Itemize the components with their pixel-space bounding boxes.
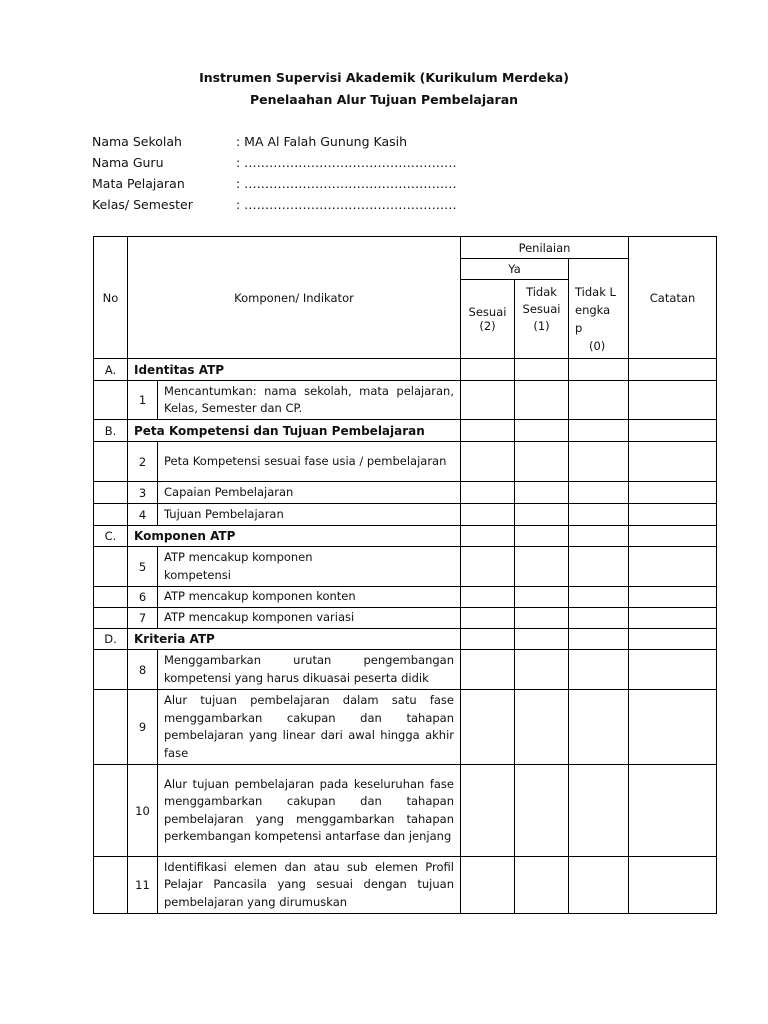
info-label: Mata Pelajaran: [92, 176, 185, 191]
indicator-text: Peta Kompetensi sesuai fase usia / pembelajaran: [158, 442, 461, 482]
cell-tidak-lengkap[interactable]: [569, 420, 629, 442]
cell-tidak-lengkap[interactable]: [569, 547, 629, 587]
info-label: Nama Sekolah: [92, 134, 182, 149]
cell-catatan[interactable]: [629, 608, 717, 629]
row-number: 11: [128, 857, 158, 914]
header-tidak-lengkap-score: (0): [589, 339, 606, 353]
cell-tidak-lengkap[interactable]: [569, 857, 629, 914]
cell-catatan[interactable]: [629, 381, 717, 420]
blank-cell: [94, 587, 128, 608]
table-row: [94, 482, 717, 504]
cell-sesuai[interactable]: [461, 765, 515, 857]
table-row: [94, 442, 717, 482]
indicator-text: ATP mencakup komponen kompetensi: [158, 547, 461, 587]
cell-tidak-sesuai[interactable]: [515, 629, 569, 650]
info-value: : ……………………………………………: [236, 176, 457, 191]
cell-tidak-lengkap[interactable]: [569, 650, 629, 690]
cell-catatan[interactable]: [629, 442, 717, 482]
row-number: 8: [128, 650, 158, 690]
header-sesuai-score: (2): [479, 319, 496, 333]
cell-catatan[interactable]: [629, 587, 717, 608]
blank-cell: [94, 650, 128, 690]
section-title: Komponen ATP: [128, 526, 461, 547]
info-value: : ……………………………………………: [236, 197, 457, 212]
section-row-d: [94, 629, 717, 650]
info-value: : MA Al Falah Gunung Kasih: [236, 134, 408, 149]
cell-sesuai[interactable]: [461, 442, 515, 482]
row-number: 1: [128, 381, 158, 420]
blank-cell: [94, 381, 128, 420]
table-row: [94, 765, 717, 857]
header-tidak-lengkap: [569, 259, 629, 359]
indicator-text: Alur tujuan pembelajaran pada keseluruhan fase menggambarkan cakupan dan tahapan pembelajaran yang menggambarkan tahapan perkembangan kompetensi antarfase dan jenjang: [158, 765, 461, 857]
table-row: [94, 690, 717, 765]
header-tidak-lengkap-label: Tidak Lengkap: [575, 285, 616, 335]
table-row: [94, 587, 717, 608]
blank-cell: [94, 442, 128, 482]
info-label: Nama Guru: [92, 155, 164, 170]
cell-tidak-sesuai[interactable]: [515, 504, 569, 526]
row-number: 5: [128, 547, 158, 587]
cell-tidak-lengkap[interactable]: [569, 629, 629, 650]
cell-sesuai[interactable]: [461, 482, 515, 504]
cell-sesuai[interactable]: [461, 608, 515, 629]
cell-tidak-sesuai[interactable]: [515, 857, 569, 914]
header-catatan: Catatan: [629, 237, 717, 359]
section-letter: C.: [94, 526, 128, 547]
cell-tidak-lengkap[interactable]: [569, 504, 629, 526]
info-value: : ……………………………………………: [236, 155, 457, 170]
cell-tidak-lengkap[interactable]: [569, 690, 629, 765]
cell-sesuai[interactable]: [461, 650, 515, 690]
indicator-text: Alur tujuan pembelajaran dalam satu fase menggambarkan cakupan dan tahapan pembelajaran yang linear dari awal hingga akhir fase: [158, 690, 461, 765]
cell-tidak-sesuai[interactable]: [515, 442, 569, 482]
cell-tidak-lengkap[interactable]: [569, 381, 629, 420]
document-title: Instrumen Supervisi Akademik (Kurikulum Merdeka): [199, 70, 569, 85]
cell-sesuai[interactable]: [461, 504, 515, 526]
cell-sesuai[interactable]: [461, 690, 515, 765]
supervision-table: [93, 236, 717, 914]
cell-sesuai[interactable]: [461, 420, 515, 442]
header-penilaian: Penilaian: [461, 237, 629, 259]
table-row: [94, 857, 717, 914]
cell-catatan[interactable]: [629, 857, 717, 914]
blank-cell: [94, 608, 128, 629]
cell-catatan[interactable]: [629, 765, 717, 857]
row-number: 2: [128, 442, 158, 482]
table-row: [94, 608, 717, 629]
blank-cell: [94, 765, 128, 857]
section-letter: D.: [94, 629, 128, 650]
section-letter: A.: [94, 359, 128, 381]
blank-cell: [94, 857, 128, 914]
cell-catatan[interactable]: [629, 629, 717, 650]
cell-tidak-sesuai[interactable]: [515, 765, 569, 857]
cell-tidak-lengkap[interactable]: [569, 765, 629, 857]
header-tidak-sesuai-label: Tidak Sesuai: [522, 285, 561, 316]
cell-tidak-sesuai[interactable]: [515, 608, 569, 629]
indicator-text: Menggambarkan urutan pengembangan kompetensi yang harus dikuasai peserta didik: [158, 650, 461, 690]
cell-tidak-lengkap[interactable]: [569, 442, 629, 482]
section-title: Identitas ATP: [128, 359, 461, 381]
table-row: [94, 381, 717, 420]
cell-tidak-sesuai[interactable]: [515, 359, 569, 381]
table-row: [94, 504, 717, 526]
indicator-text: ATP mencakup komponen konten: [158, 587, 461, 608]
section-title: Kriteria ATP: [128, 629, 461, 650]
cell-tidak-lengkap[interactable]: [569, 482, 629, 504]
row-number: 3: [128, 482, 158, 504]
header-tidak-sesuai-score: (1): [533, 319, 550, 333]
cell-sesuai[interactable]: [461, 381, 515, 420]
header-no: No: [94, 237, 128, 359]
table-row: [94, 547, 717, 587]
indicator-text: Capaian Pembelajaran: [158, 482, 461, 504]
cell-tidak-sesuai[interactable]: [515, 526, 569, 547]
row-number: 4: [128, 504, 158, 526]
info-label: Kelas/ Semester: [92, 197, 193, 212]
section-title: Peta Kompetensi dan Tujuan Pembelajaran: [128, 420, 461, 442]
row-number: 9: [128, 690, 158, 765]
table-row: [94, 650, 717, 690]
cell-tidak-lengkap[interactable]: [569, 526, 629, 547]
section-letter: B.: [94, 420, 128, 442]
cell-sesuai[interactable]: [461, 857, 515, 914]
cell-tidak-sesuai[interactable]: [515, 482, 569, 504]
indicator-text: Tujuan Pembelajaran: [158, 504, 461, 526]
cell-catatan[interactable]: [629, 504, 717, 526]
row-number: 6: [128, 587, 158, 608]
header-tidak-sesuai: [515, 280, 569, 359]
cell-tidak-sesuai[interactable]: [515, 650, 569, 690]
indicator-text: ATP mencakup komponen variasi: [158, 608, 461, 629]
blank-cell: [94, 547, 128, 587]
row-number: 10: [128, 765, 158, 857]
cell-tidak-sesuai[interactable]: [515, 587, 569, 608]
indicator-text: Mencantumkan: nama sekolah, mata pelajaran, Kelas, Semester dan CP.: [158, 381, 461, 420]
cell-catatan[interactable]: [629, 482, 717, 504]
cell-tidak-sesuai[interactable]: [515, 547, 569, 587]
section-row-a: [94, 359, 717, 381]
row-number: 7: [128, 608, 158, 629]
cell-catatan[interactable]: [629, 420, 717, 442]
blank-cell: [94, 504, 128, 526]
header-sesuai: [461, 280, 515, 359]
cell-tidak-sesuai[interactable]: [515, 420, 569, 442]
cell-tidak-lengkap[interactable]: [569, 608, 629, 629]
header-sesuai-label: Sesuai: [468, 305, 507, 319]
blank-cell: [94, 482, 128, 504]
cell-sesuai[interactable]: [461, 547, 515, 587]
cell-tidak-lengkap[interactable]: [569, 587, 629, 608]
cell-catatan[interactable]: [629, 526, 717, 547]
document-subtitle: Penelaahan Alur Tujuan Pembelajaran: [249, 92, 519, 107]
section-row-c: [94, 526, 717, 547]
header-ya: Ya: [461, 259, 569, 280]
cell-catatan[interactable]: [629, 359, 717, 381]
cell-catatan[interactable]: [629, 690, 717, 765]
cell-sesuai[interactable]: [461, 587, 515, 608]
section-row-b: [94, 420, 717, 442]
cell-catatan[interactable]: [629, 547, 717, 587]
cell-tidak-sesuai[interactable]: [515, 381, 569, 420]
cell-sesuai[interactable]: [461, 629, 515, 650]
blank-cell: [94, 690, 128, 765]
header-komponen: Komponen/ Indikator: [128, 237, 461, 359]
cell-tidak-lengkap[interactable]: [569, 359, 629, 381]
cell-sesuai[interactable]: [461, 359, 515, 381]
cell-sesuai[interactable]: [461, 526, 515, 547]
indicator-text: Identifikasi elemen dan atau sub elemen Profil Pelajar Pancasila yang sesuai dengan tujuan pembelajaran yang dirumuskan: [158, 857, 461, 914]
cell-catatan[interactable]: [629, 650, 717, 690]
cell-tidak-sesuai[interactable]: [515, 690, 569, 765]
